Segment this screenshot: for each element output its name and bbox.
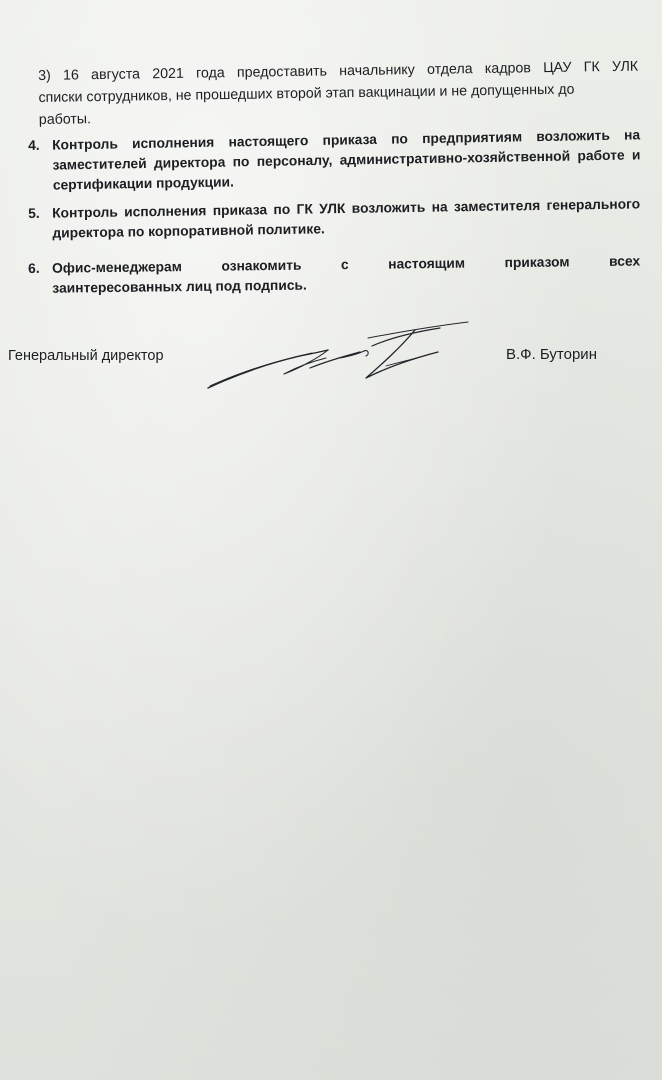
handwritten-signature [200, 318, 480, 398]
item-4-number: 4. [28, 137, 40, 153]
order-item-4 [28, 125, 641, 196]
item-3-line-1: 3) 16 августа 2021 года предоставить начальнику отдела кадров ЦАУ ГК УЛК [38, 58, 639, 84]
item-6-body [52, 252, 640, 299]
order-item-3 [38, 56, 639, 131]
order-item-5 [28, 194, 641, 244]
item-5-number: 5. [28, 205, 40, 221]
item-6-number: 6. [28, 260, 40, 276]
item-6-line-1: Офис-менеджерам ознакомить с настоящим приказом всех [52, 253, 641, 276]
item-4-text: Контроль исполнения настоящего приказа по предприятиям возложить на заместителей директора по персоналу, административно-хозяйственной работе и сертификации продукции. [52, 127, 641, 193]
item-5-text: Контроль исполнения приказа по ГК УЛК возложить на заместителя генерального директора по корпоративной политике. [52, 196, 641, 241]
order-item-6 [28, 252, 640, 299]
signatory-name: В.Ф. Буторин [506, 346, 597, 363]
item-6-line-2: заинтересованных лиц под подпись. [52, 277, 307, 296]
item-3-line-3: работы. [38, 111, 92, 128]
item-3-line-2: списки сотрудников, не прошедших второй этап вакцинации и не допущенных до [38, 81, 575, 106]
signatory-position: Генеральный директор [8, 348, 164, 364]
